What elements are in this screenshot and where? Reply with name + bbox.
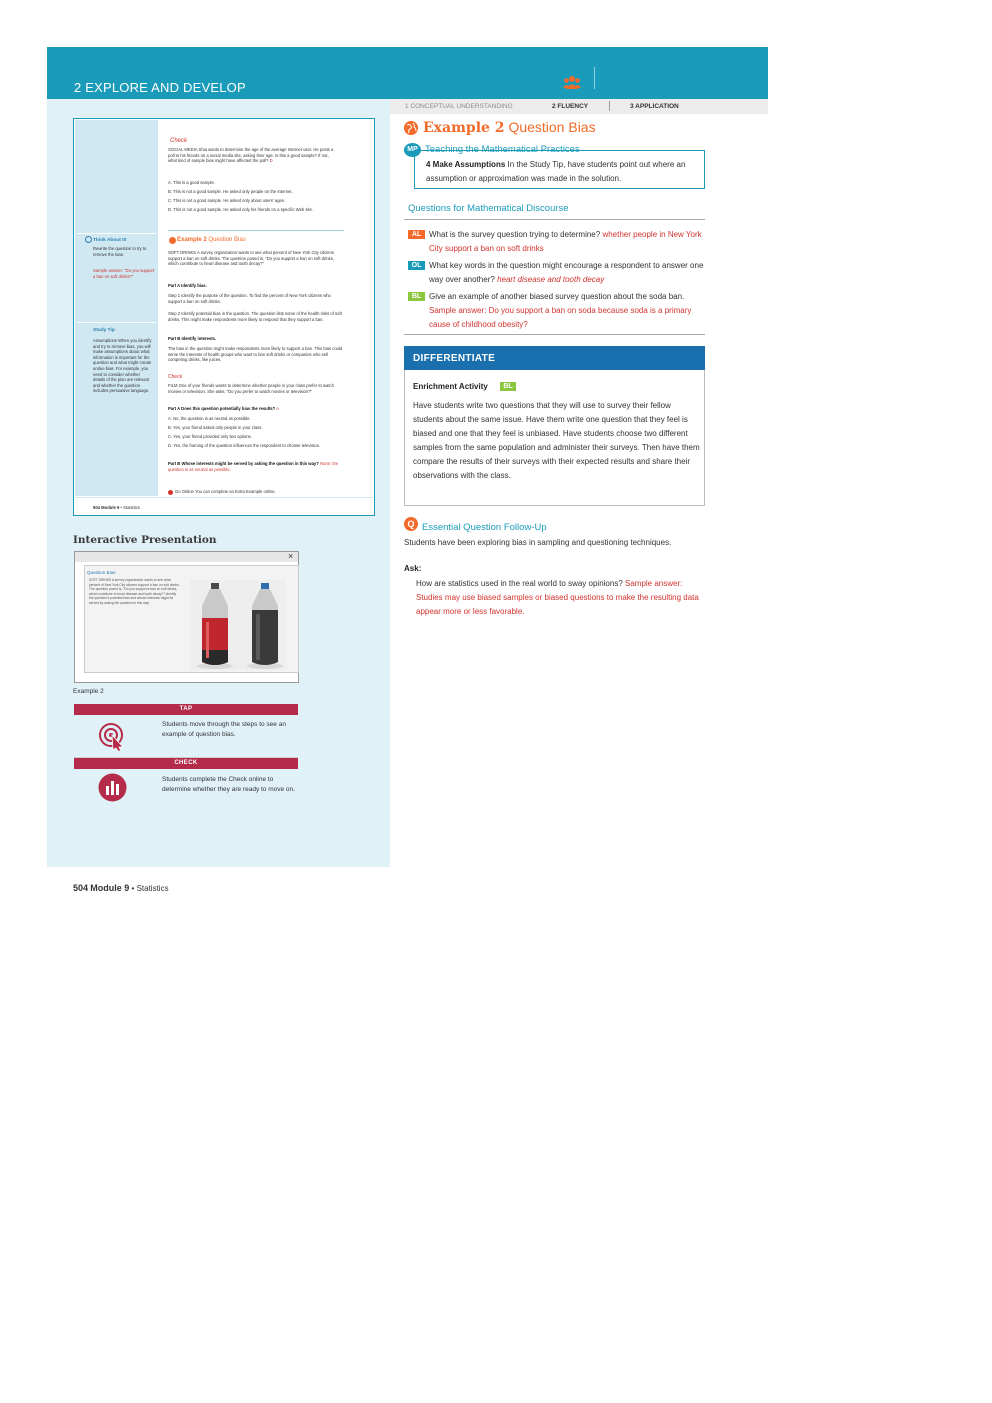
- student-example-title: Example 2 Question Bias: [177, 237, 246, 243]
- interactive-presentation-title: Interactive Presentation: [73, 534, 217, 546]
- teaching-practices-text: 4 Make Assumptions In the Study Tip, have students point out where an assumption or approximation was made in the solution.: [426, 160, 686, 183]
- student-check-option: C. This is not a good sample. He asked only about users' ages.: [168, 198, 286, 203]
- level-tag-bl: BL: [408, 292, 425, 301]
- student-page-footer-rule: [75, 497, 373, 498]
- discourse-question: What is the survey question trying to determine? whether people in New York City support a ban on soft drinks: [429, 230, 702, 253]
- student-part-b-text: The bias in the question might make respondents more likely to support a ban. This bias could serve the interests of health groups who want to ban soft drinks or companies who sell competing drinks, like juices.: [168, 346, 343, 363]
- enrichment-text: Have students write two questions that they will use to survey their fellow students about the same issue. Have them write one question that they feel is biased and one that they feel is unbiased. Have students choose two different samples from the same population and administer their surveys. Then have them compare the results of their surveys with their expected results and share their observations with the class.: [413, 401, 700, 480]
- student-check-2-option: B. Yes, your friend asked only people in your class.: [168, 425, 263, 430]
- essential-question-text: Students have been exploring bias in sampling and questioning techniques.: [404, 538, 672, 547]
- close-icon[interactable]: ×: [288, 551, 294, 561]
- page-footer: 504 Module 9 • Statistics: [73, 883, 169, 893]
- level-tag-al: AL: [408, 230, 425, 239]
- student-page-footer: 504 Module 9 • Statistics: [93, 505, 140, 510]
- student-check-2-title: Check: [168, 374, 183, 380]
- enrichment-title: Enrichment Activity: [413, 382, 488, 391]
- slide-title: Question Bias: [87, 570, 116, 575]
- student-check-2-text: FILM One of your friends wants to determine whether people in your class prefer to watch movies or television. She asks, "Do you prefer to watch movies or television?": [168, 383, 334, 394]
- student-check-2-option: D. Yes, the framing of the question influences the respondent to choose television.: [168, 443, 321, 448]
- level-divider: [609, 101, 610, 111]
- check-description: Students complete the Check online to determine whether they are ready to move on.: [162, 776, 295, 793]
- presentation-toolbar: [75, 552, 298, 562]
- discourse-question: What key words in the question might encourage a respondent to answer one way over another? heart disease and tooth decay: [429, 261, 704, 284]
- check-chart-icon: [98, 773, 127, 802]
- think-about-it-text: Rewrite the question to try to remove the bias.: [93, 246, 147, 257]
- student-check-2-option: C. Yes, your friend provided only two options.: [168, 434, 252, 439]
- tap-description: Students move through the steps to see an example of question bias.: [162, 721, 286, 738]
- level-tag-ol: OL: [408, 261, 425, 270]
- level-fluency: 2 FLUENCY: [552, 103, 589, 110]
- student-step-2: Step 2 Identify potential bias in the question. The question lists some of the health risks of soft drinks. This might make respondents more likely to respond that they support a ban.: [168, 311, 342, 322]
- essential-question-prompt: How are statistics used in the real world to sway opinions? Sample answer: Studies may use biased samples or biased questions to make the resulting data appear more or less favorable.: [416, 579, 699, 616]
- discourse-title: Questions for Mathematical Discourse: [408, 203, 569, 214]
- student-check-text: SOCIAL MEDIA Shia wants to determine the age of the average Internet user. He posts a poll to his friends on a social media site, asking their age. Is this a good sample? If not, what kind of sample bias might have affected the poll? D: [168, 147, 334, 164]
- discourse-question: Give an example of another biased survey question about the soda ban. Sample answer: Do you support a ban on soda because soda is a primary cause of childhood obesity?: [429, 292, 692, 329]
- globe-icon: [404, 121, 418, 135]
- think-icon: [85, 236, 92, 243]
- essential-question-title: Essential Question Follow-Up: [422, 522, 547, 533]
- student-check-option: B. This is not a good sample. He asked only people on the Internet.: [168, 189, 293, 194]
- student-check-2-option: A. No, the question is as neutral as possible.: [168, 416, 251, 421]
- teaching-practices-title: Teaching the Mathematical Practices: [425, 144, 580, 155]
- level-conceptual: 1 CONCEPTUAL UNDERSTANDING: [405, 103, 513, 110]
- level-tag-bl: BL: [500, 382, 516, 391]
- student-example-text: SOFT DRINKS A survey organization wants to see what percent of New York City citizens support a ban on soft drinks. The question posed is, "Do you support a ban on soft drinks, which contribute to heart disease and tooth decay?": [168, 250, 334, 267]
- student-check-2-part-b: Part B Whose interests might be served by asking the question in this way? None; the question is as neutral as possible.: [168, 461, 339, 472]
- level-application: 3 APPLICATION: [630, 103, 679, 110]
- study-tip-title: Study Tip: [93, 328, 115, 333]
- student-check-option: A. This is a good sample.: [168, 180, 215, 185]
- student-part-a: Part A Identify bias.: [168, 283, 207, 288]
- globe-icon: [169, 237, 176, 244]
- think-about-it-title: Think About It!: [93, 238, 127, 243]
- go-online-icon: [168, 490, 173, 495]
- presentation-caption: Example 2: [73, 688, 104, 695]
- student-step-1: Step 1 Identify the purpose of the question. To find the percent of New York citizens who support a ban on soft drinks.: [168, 293, 331, 304]
- slide-text: SOFT DRINKS A survey organization wants to see what percent of New York City citizens support a ban on soft drinks. The question posed is, "Do you support a ban on soft drinks, which contribute to heart disease and tooth decay?" Identify the question's potential bias and whose interests might be served by asking the question in this way.: [89, 578, 180, 605]
- check-label: CHECK: [74, 758, 298, 769]
- essential-question-ask: Ask:: [404, 564, 422, 573]
- group-icon: [563, 75, 581, 89]
- student-page-divider: [168, 230, 344, 231]
- tap-label: TAP: [74, 704, 298, 715]
- discourse-rule-top: [404, 219, 705, 220]
- section-title: 2 EXPLORE AND DEVELOP: [74, 80, 246, 95]
- student-part-b: Part B Identify interests.: [168, 336, 217, 341]
- soda-bottles-image: [190, 580, 286, 670]
- header-divider: [594, 67, 595, 89]
- mp-icon: MP: [404, 143, 421, 157]
- tap-touch-icon: [99, 723, 127, 751]
- think-about-it-answer: Sample answer: "Do you support a ban on soft drinks?": [93, 268, 155, 279]
- student-check-2-part-a: Part A Does this question potentially bias the results? A: [168, 406, 279, 411]
- essential-question-icon: Q: [404, 517, 418, 531]
- student-check-option: D. This is not a good sample. He asked only his friends on a specific Web site.: [168, 207, 314, 212]
- differentiate-title: DIFFERENTIATE: [413, 353, 496, 364]
- study-tip-text: Assumptions When you identify and try to remove bias, you will make assumptions about what information is important for the question and what might create undue bias. For example, you need to consider whether details of the plan are relevant and whether the question includes persuasive language.: [93, 338, 152, 394]
- student-go-online[interactable]: Go Online You can complete an Extra Example online.: [175, 489, 276, 494]
- student-check-title: Check: [170, 138, 188, 144]
- discourse-rule-bottom: [404, 334, 705, 335]
